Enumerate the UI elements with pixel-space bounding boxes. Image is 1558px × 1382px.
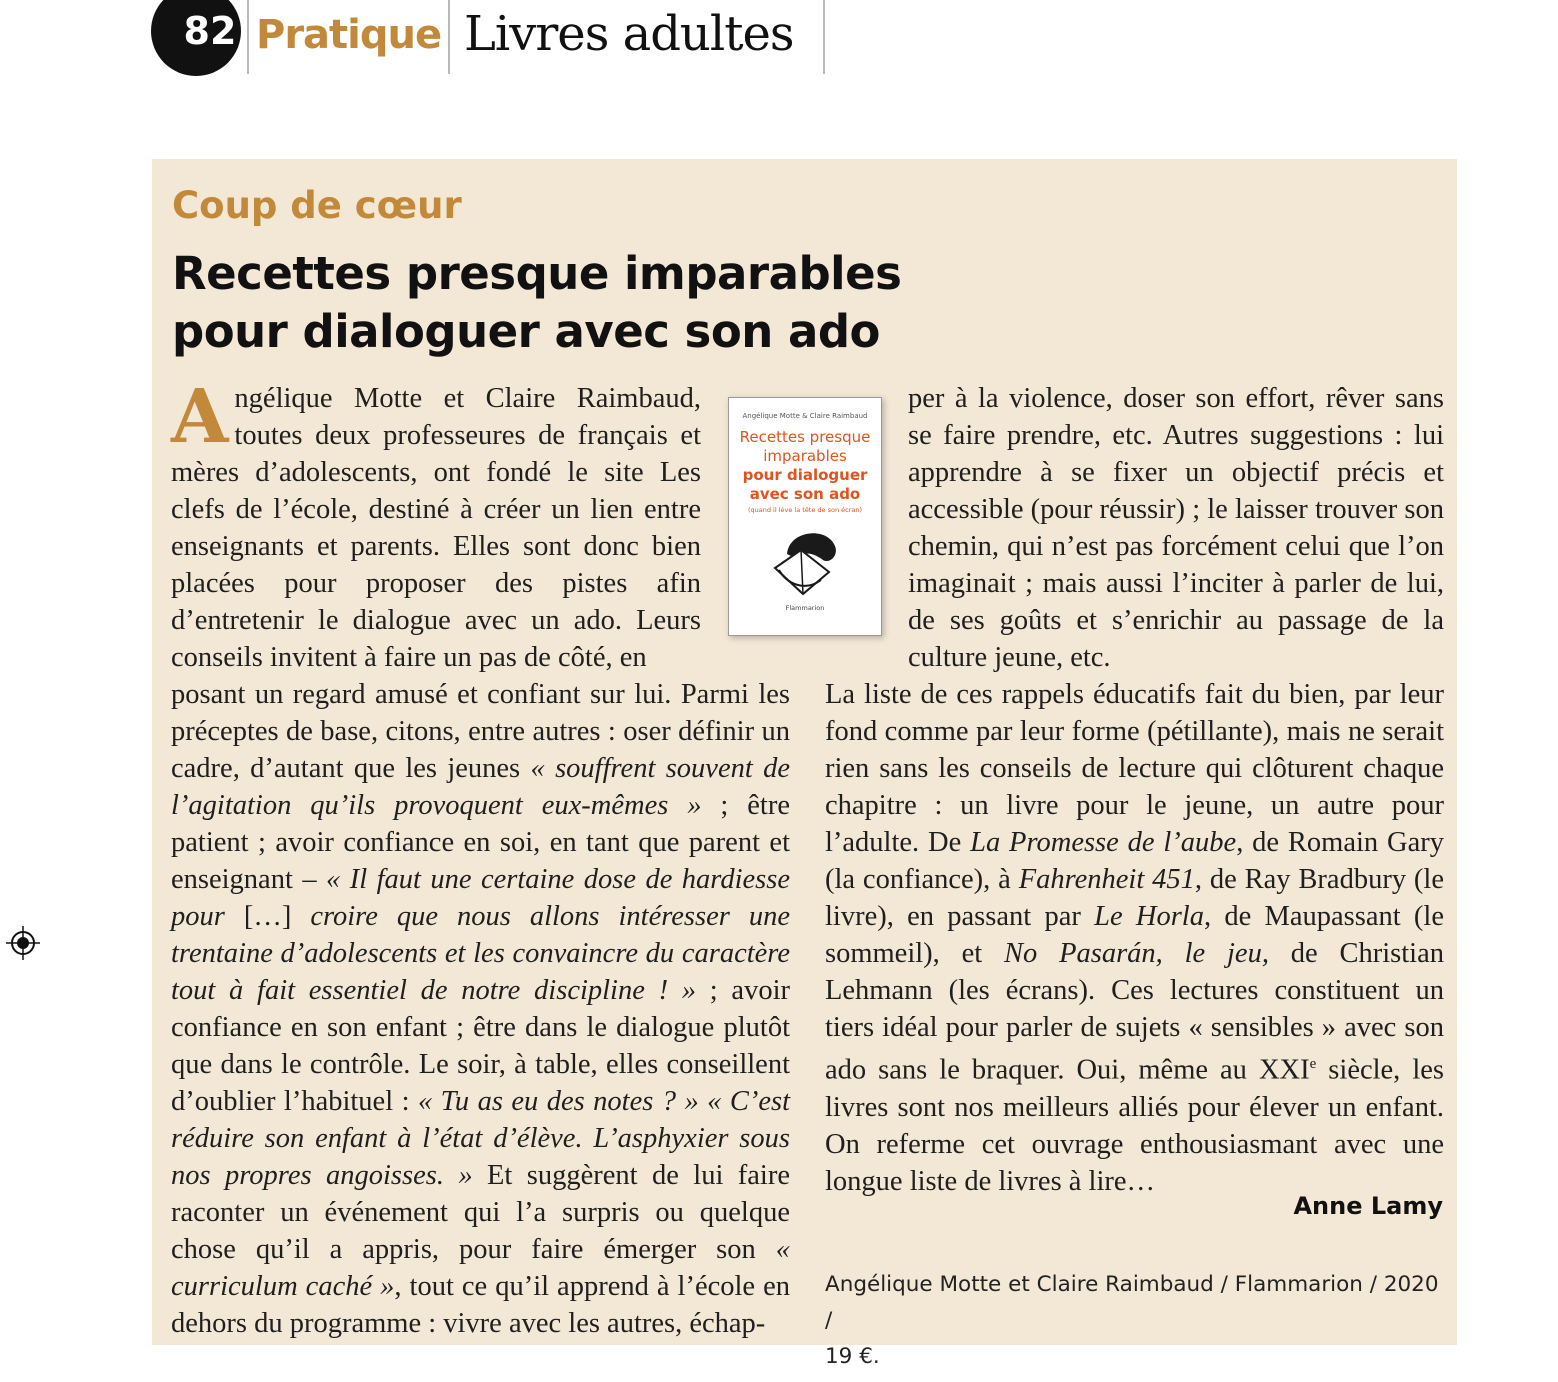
article-kicker: Coup de cœur <box>172 184 462 227</box>
body-text: de Christian Lehmann (les écrans). Ces lectures constituent un tiers idéal pour parler de sujets « sensibles » avec son ado sans le braquer. Oui, même au XXI <box>825 938 1444 1086</box>
book-cover-image <box>728 397 882 636</box>
book-title: La Promesse de l’aube <box>970 827 1237 858</box>
body-text: Et suggèrent de lui faire raconter un événement qui l’a surpris ou quelque chose qu’il a appris, pour faire émerger son <box>171 1160 790 1265</box>
book-title: No Pasarán, le jeu, <box>1004 938 1269 969</box>
body-paragraph <box>171 676 790 1342</box>
quote: « curriculum caché » <box>171 1234 790 1302</box>
title-line: Recettes presque imparables <box>172 247 902 300</box>
body-text: […] <box>224 901 311 932</box>
body-text: posant un regard amusé et confiant sur lui. Parmi les préceptes de base, citons, entre autres : oser définir un cadre, d’autant que les jeunes <box>171 679 790 784</box>
drop-cap: A <box>171 374 229 460</box>
body-column-left <box>171 374 791 1342</box>
body-text: ; avoir confiance en son enfant ; être dans le dialogue plutôt que dans le contrôle. Le soir, à table, elles conseillent d’oublier l’habituel : <box>171 975 790 1117</box>
body-text: La liste de ces rappels éducatifs fait du bien, par leur fond comme par leur forme (pétillante), mais ne serait rien sans les conseils de lecture qui clôturent chaque chapitre : un livre pour le jeune, un autre pour l’adulte. De <box>825 679 1444 858</box>
quote: « Il faut une certaine dose de hardiesse pour <box>171 864 790 932</box>
quote: « souffrent souvent de l’agitation qu’ils provoquent eux-mêmes » <box>171 753 790 821</box>
body-text: ; être patient ; avoir confiance en soi, en tant que parent et enseignant – <box>171 790 790 895</box>
superscript: e <box>1309 1056 1317 1072</box>
book-title: Fahrenheit 451 <box>1018 864 1195 895</box>
reading-teen-illustration <box>765 520 845 600</box>
page-number-badge: 82 <box>151 0 241 76</box>
title-line: pour dialoguer avec son ado <box>172 305 880 358</box>
cover-title-bold: pour dialoguer avec son ado <box>742 466 868 503</box>
rubric-title: Livres adultes <box>464 6 794 62</box>
cover-publisher: Flammarion <box>785 604 825 612</box>
header-divider <box>448 0 450 74</box>
body-text: ngélique Motte et Claire Raimbaud, toutes deux professeures de français et mères d’adolescents, ont fondé le site Les clefs de l’école, destiné à créer un lien entre enseignants et parents. Elles sont donc bien placées pour proposer des pistes afin d’entretenir le dialogue avec un ado. Leurs conseils invitent à faire un pas de côté, en <box>171 383 701 673</box>
cover-title: Recettes presque imparables <box>739 428 871 465</box>
article-author: Anne Lamy <box>1293 1192 1443 1220</box>
article-title <box>172 245 901 361</box>
body-text: , tout ce qu’il apprend à l’école en dehors du programme : vivre avec les autres, échap- <box>171 1271 790 1339</box>
body-text: siècle, les livres sont nos meilleurs alliés pour élever un enfant. On referme cet ouvrage enthousiasmant avec une longue liste de livres à lire… <box>825 1054 1444 1197</box>
credits-price: 19 €. <box>825 1344 880 1369</box>
cover-subtitle: (quand il lève la tête de son écran) <box>747 506 863 514</box>
article-box <box>152 159 1457 1369</box>
header-divider <box>823 0 825 74</box>
body-text: , de Romain Gary (la confiance), à <box>825 827 1444 895</box>
registration-mark-icon <box>6 926 40 960</box>
header-divider <box>247 0 249 74</box>
book-title: Le Horla <box>1094 901 1204 932</box>
body-paragraph: per à la violence, doser son effort, rêver sans se faire prendre, etc. Autres suggestions : lui apprendre à se fixer un objectif précis et accessible (pour réussir) ; le laisser trouver son chemin, qui n’est pas forcément celui que l’on imaginait ; mais aussi l’inciter à parler de lui, de ses goûts et s’enrichir au passage de la culture jeune, etc. <box>908 383 1444 673</box>
cover-authors: Angélique Motte & Claire Raimbaud <box>742 412 868 420</box>
body-column-right-top <box>908 380 1444 676</box>
book-credits <box>825 1267 1450 1375</box>
quote: croire que nous allons intéresser une trentaine d’adolescents et les convaincre du caractère tout à fait essentiel de notre discipline ! » <box>171 901 791 1006</box>
body-paragraph <box>825 676 1444 1200</box>
body-column-right <box>825 676 1444 1200</box>
body-text: , de Maupassant (le sommeil), et <box>825 901 1444 969</box>
credits-text: Angélique Motte et Claire Raimbaud / Flammarion / 2020 / <box>825 1272 1439 1333</box>
body-text: , de Ray Bradbury (le livre), en passant par <box>825 864 1444 932</box>
quote: « Tu as eu des notes ? » « C’est réduire son enfant à l’état d’élève. L’asphyxier sous nos propres angoisses. » <box>171 1086 790 1191</box>
page-header <box>0 0 900 80</box>
body-paragraph <box>171 374 701 676</box>
section-label: Pratique <box>256 12 442 58</box>
